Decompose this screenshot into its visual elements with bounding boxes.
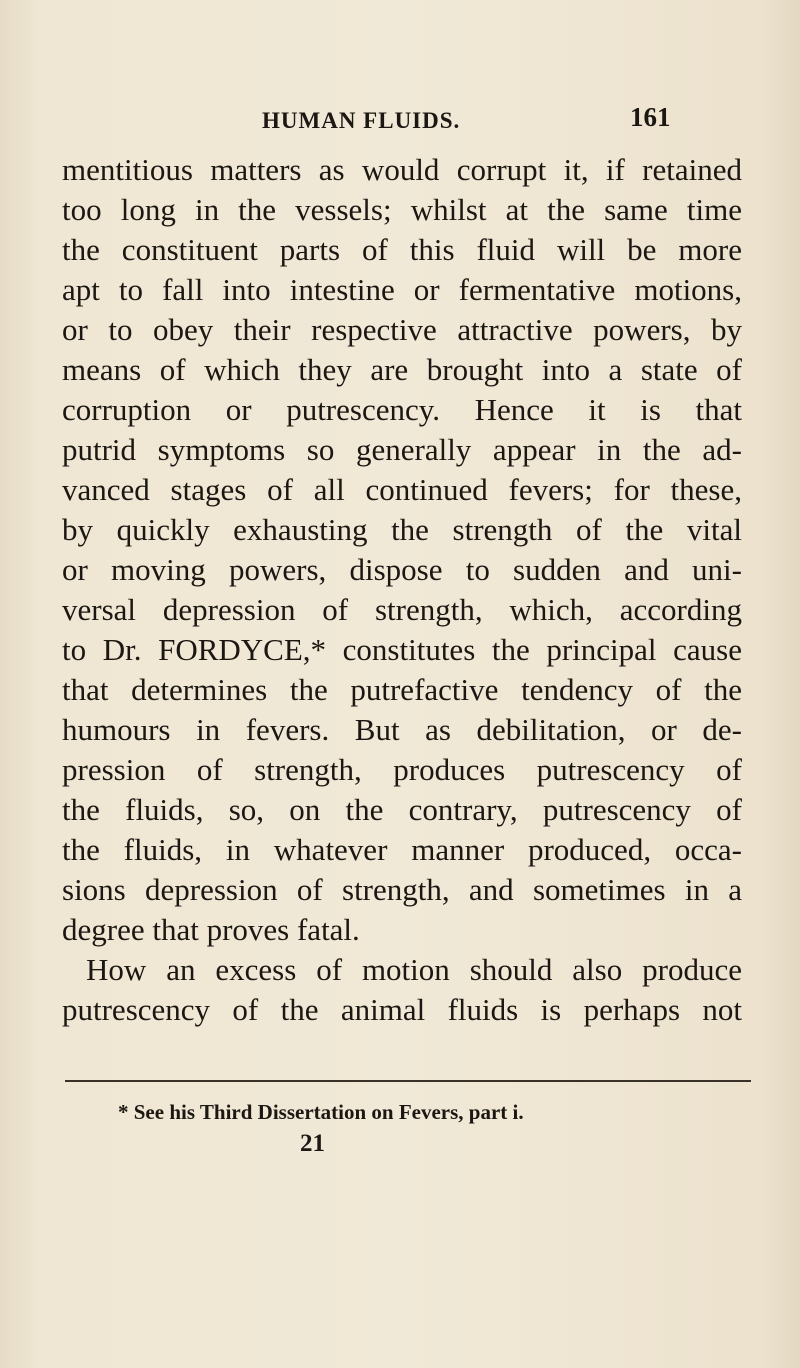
page-number: 161	[630, 102, 671, 132]
text-line: How an excess of motion should also produce	[86, 952, 742, 987]
text-line: by quickly exhausting the strength of the vital	[62, 512, 742, 547]
footnote-rule	[65, 1080, 751, 1082]
text-line: vanced stages of all continued fevers; for these,	[62, 472, 742, 507]
text-line: or moving powers, dispose to sudden and uni-	[62, 552, 742, 587]
running-head: HUMAN FLUIDS.	[262, 108, 461, 133]
text-line: pression of strength, produces putrescency of	[62, 752, 742, 787]
text-line: versal depression of strength, which, according	[62, 592, 742, 627]
text-line: to Dr. FORDYCE,* constitutes the principal cause	[62, 632, 742, 667]
text-line: or to obey their respective attractive powers, by	[62, 312, 742, 347]
text-line: sions depression of strength, and sometimes in a	[62, 872, 742, 907]
text-line: too long in the vessels; whilst at the same time	[62, 192, 742, 227]
text-line: putrid symptoms so generally appear in the ad-	[62, 432, 742, 467]
text-line: apt to fall into intestine or fermentative motions,	[62, 272, 742, 307]
text-line: that determines the putrefactive tendency of the	[62, 672, 742, 707]
text-line: the fluids, so, on the contrary, putrescency of	[62, 792, 742, 827]
text-line: degree that proves fatal.	[62, 912, 360, 947]
footnote: * See his Third Dissertation on Fevers, part i.	[118, 1100, 524, 1124]
body-text	[62, 150, 742, 1030]
text-line: the constituent parts of this fluid will be more	[62, 232, 742, 267]
text-line: corruption or putrescency. Hence it is that	[62, 392, 742, 427]
text-line: putrescency of the animal fluids is perhaps not	[62, 992, 742, 1027]
text-line: mentitious matters as would corrupt it, if retained	[62, 152, 742, 187]
signature-mark: 21	[300, 1130, 325, 1157]
text-line: the fluids, in whatever manner produced, occa-	[62, 832, 742, 867]
text-line: means of which they are brought into a state of	[62, 352, 742, 387]
text-line: humours in fevers. But as debilitation, or de-	[62, 712, 742, 747]
